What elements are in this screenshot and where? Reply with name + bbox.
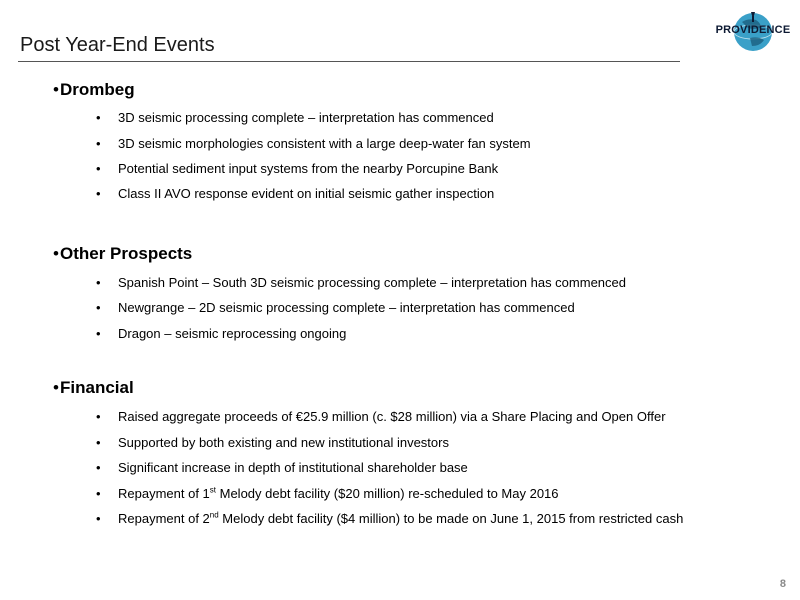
list-item: • Dragon – seismic reprocessing ongoing <box>96 326 347 341</box>
section-heading-financial: • Financial <box>53 378 134 397</box>
list-item: • 3D seismic processing complete – interpretation has commenced <box>96 110 494 125</box>
section-heading-drombeg: • Drombeg <box>53 80 135 99</box>
list-item: • Spanish Point – South 3D seismic processing complete – interpretation has commenced <box>96 275 626 290</box>
list-item: • Newgrange – 2D seismic processing complete – interpretation has commenced <box>96 300 575 315</box>
list-item: • Repayment of 1st Melody debt facility ($20 million) re-scheduled to May 2016 <box>96 485 559 501</box>
list-item: • Supported by both existing and new institutional investors <box>96 435 449 450</box>
list-item: • Raised aggregate proceeds of €25.9 million (c. $28 million) via a Share Placing and Open Offer <box>96 409 666 424</box>
logo-text: PROVIDENCE <box>715 24 791 36</box>
list-item: • Significant increase in depth of institutional shareholder base <box>96 460 468 475</box>
section-heading-other-prospects: • Other Prospects <box>53 244 193 263</box>
slide-title: Post Year-End Events <box>20 34 215 56</box>
list-item: • Potential sediment input systems from the nearby Porcupine Bank <box>96 161 499 176</box>
list-item: • Repayment of 2nd Melody debt facility ($4 million) to be made on June 1, 2015 from restricted cash <box>96 510 684 526</box>
list-item: • Class II AVO response evident on initial seismic gather inspection <box>96 186 495 201</box>
list-item: • 3D seismic morphologies consistent with a large deep-water fan system <box>96 136 531 151</box>
page-number: 8 <box>779 578 786 590</box>
